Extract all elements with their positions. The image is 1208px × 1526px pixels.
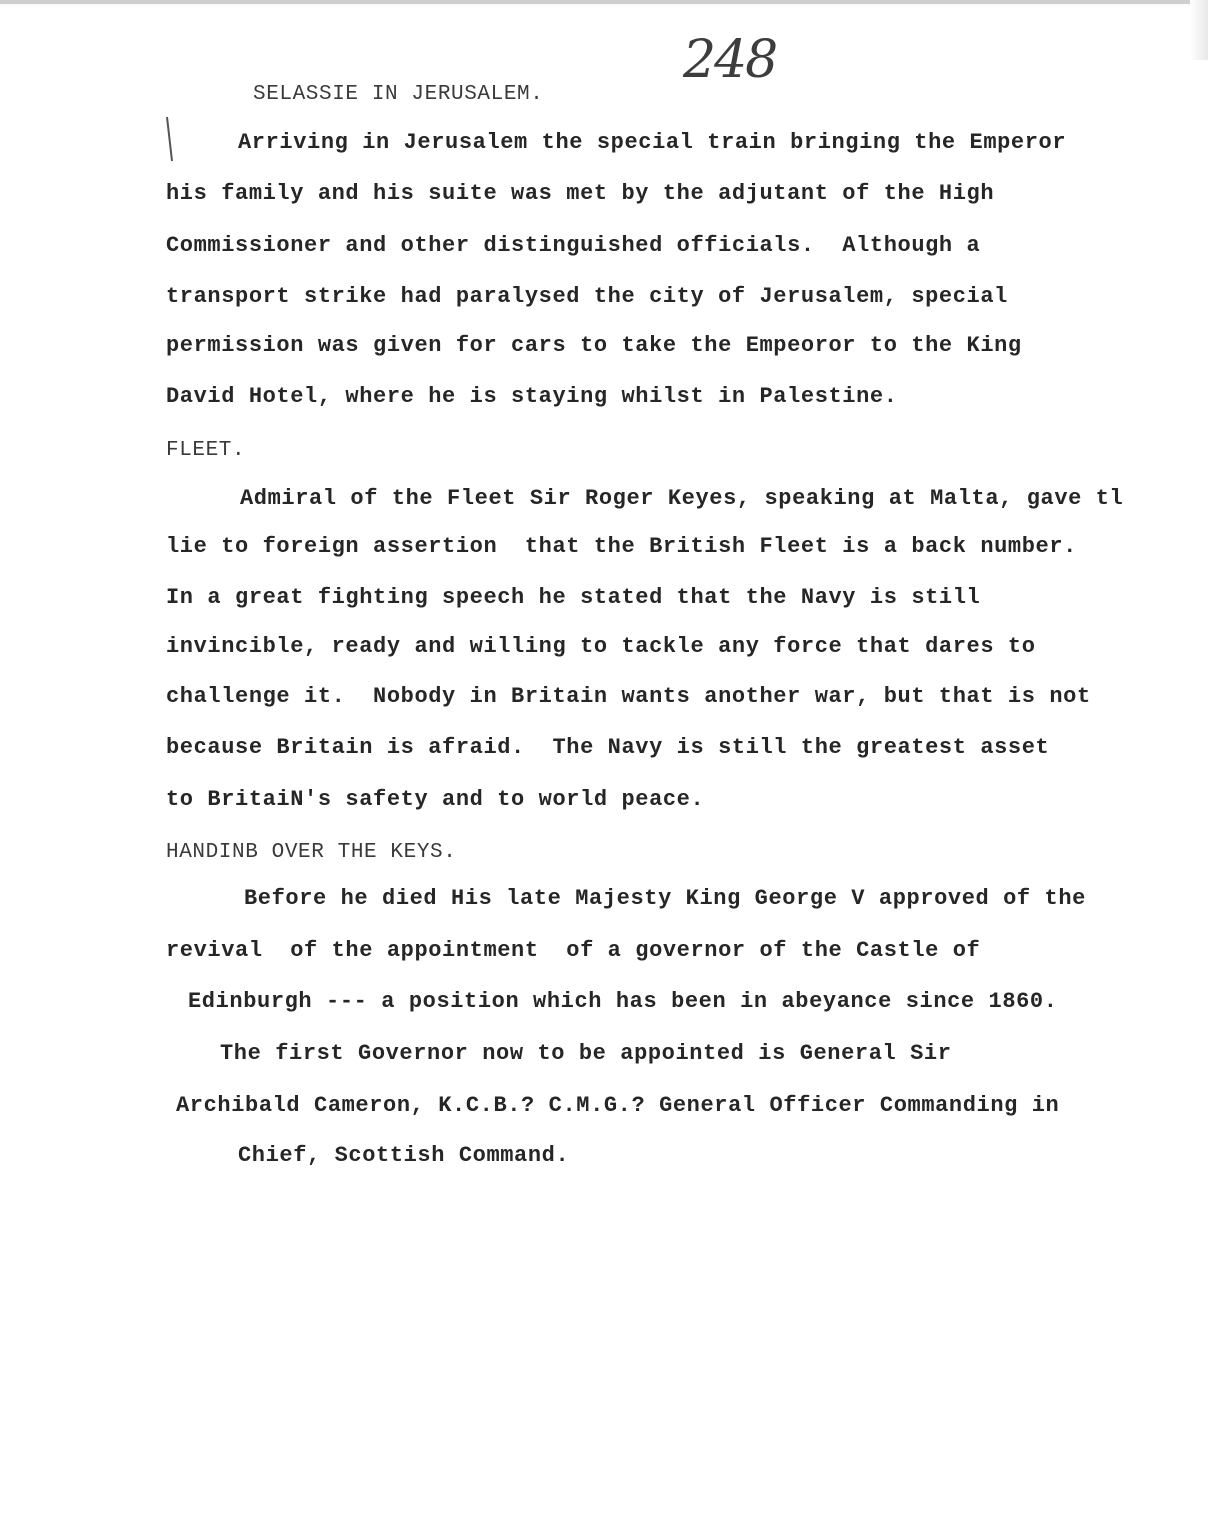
handwritten-page-number — [683, 30, 823, 110]
text-line: David Hotel, where he is staying whilst in Palestine. — [166, 384, 898, 409]
text-line: Archibald Cameron, K.C.B.? C.M.G.? General Officer Commanding in — [176, 1093, 1060, 1118]
margin-mark-icon — [165, 115, 175, 165]
text-line: The first Governor now to be appointed is General Sir — [220, 1041, 952, 1066]
text-line: invincible, ready and willing to tackle any force that dares to — [166, 634, 1036, 659]
text-line: because Britain is afraid. The Navy is still the greatest asset — [166, 735, 1050, 760]
text-line: transport strike had paralysed the city of Jerusalem, special — [166, 284, 1008, 309]
text-line: revival of the appointment of a governor of the Castle of — [166, 938, 981, 963]
scan-edge-right — [1190, 0, 1208, 60]
text-line: Edinburgh --- a position which has been in abeyance since 1860. — [188, 989, 1058, 1014]
text-line: Chief, Scottish Command. — [238, 1143, 570, 1168]
text-line: to BritaiN's safety and to world peace. — [166, 787, 705, 812]
section-heading-fleet: FLEET. — [166, 439, 246, 462]
section-heading-selassie: SELASSIE IN JERUSALEM. — [253, 83, 544, 106]
text-line: Before he died His late Majesty King George V approved of the — [244, 886, 1086, 911]
text-line: lie to foreign assertion that the British Fleet is a back number. — [166, 534, 1077, 559]
text-line: his family and his suite was met by the adjutant of the High — [166, 181, 995, 206]
text-line: Commissioner and other distinguished officials. Although a — [166, 233, 981, 258]
scan-edge-top — [0, 0, 1208, 4]
text-line: permission was given for cars to take the Empeoror to the King — [166, 333, 1022, 358]
text-line: In a great fighting speech he stated that the Navy is still — [166, 585, 981, 610]
text-line: Admiral of the Fleet Sir Roger Keyes, speaking at Malta, gave tl — [240, 486, 1124, 511]
section-heading-keys: HANDINB OVER THE KEYS. — [166, 841, 457, 864]
text-line: challenge it. Nobody in Britain wants another war, but that is not — [166, 684, 1091, 709]
text-line: Arriving in Jerusalem the special train bringing the Emperor — [238, 130, 1067, 155]
page-number-text: 248 — [683, 30, 777, 90]
